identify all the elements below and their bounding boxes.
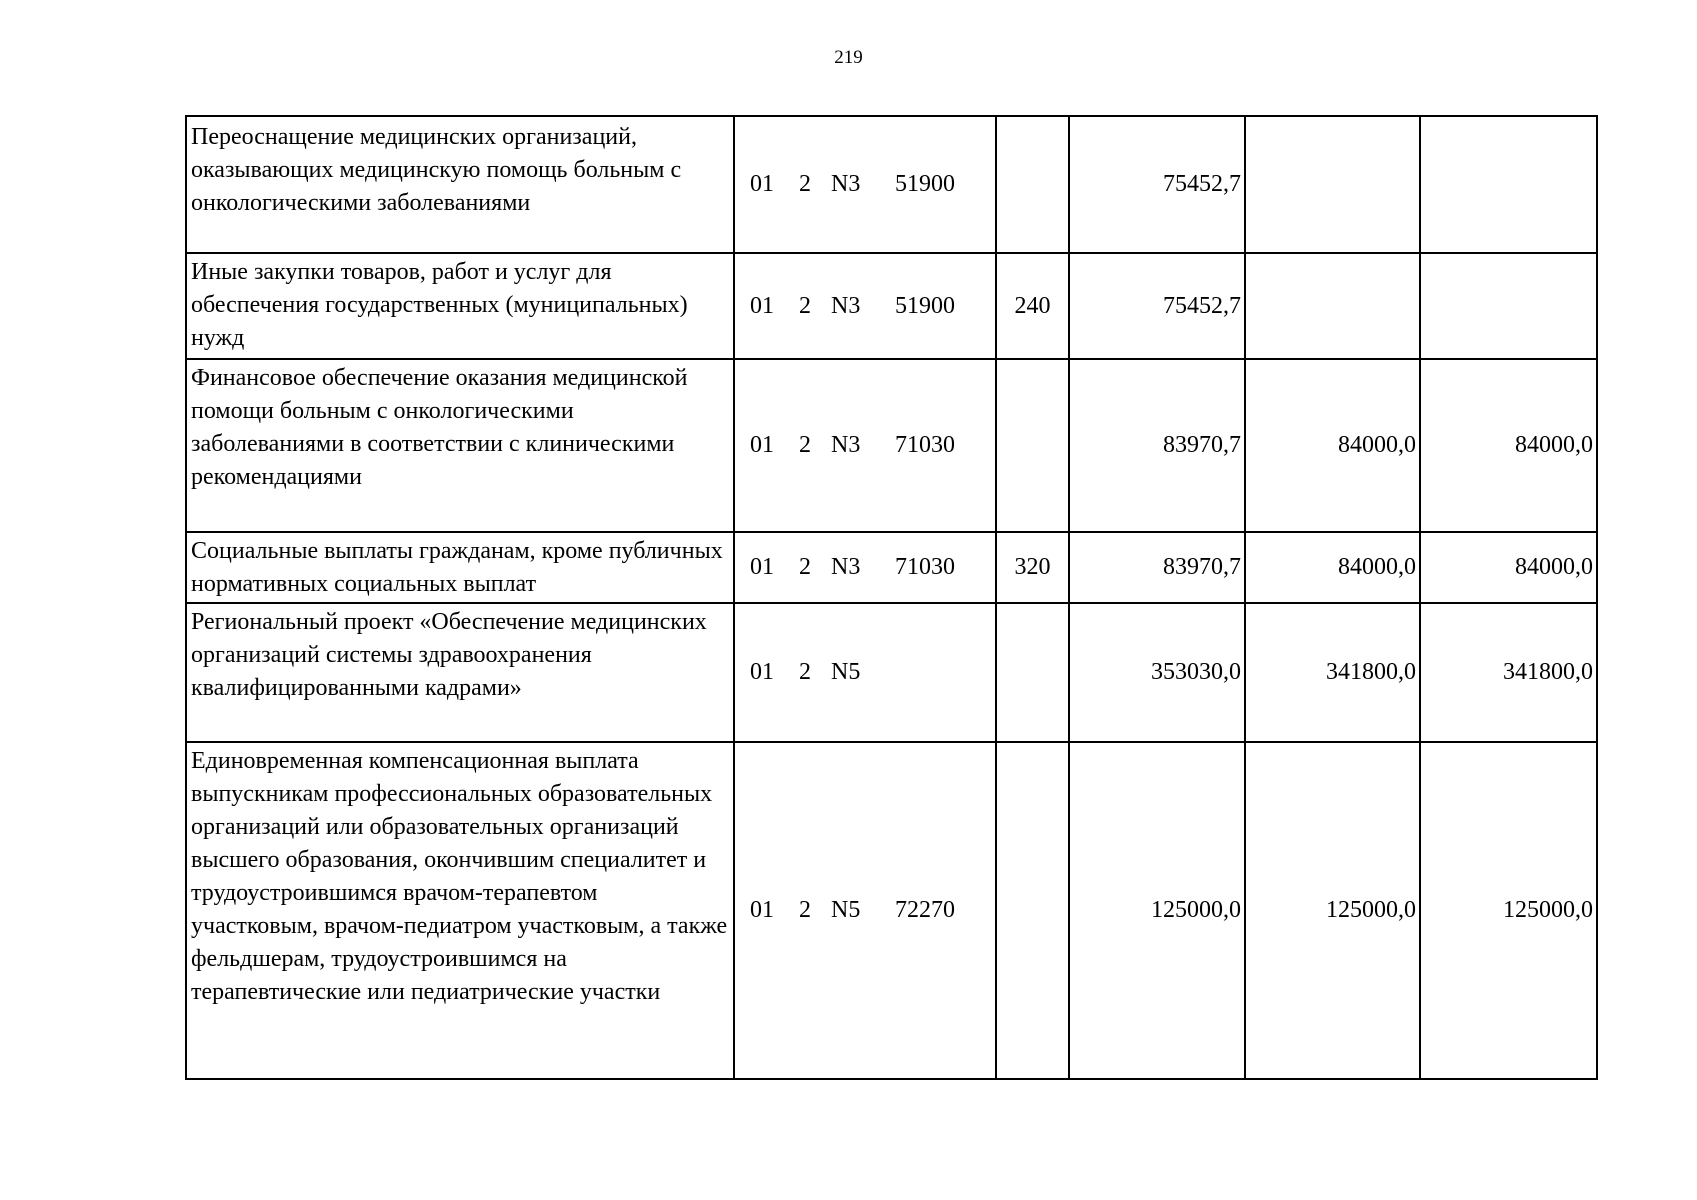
amount-year-2: 84000,0: [1245, 359, 1420, 532]
row-description: Единовременная компенсационная выплата выпускникам профессиональных образовательных организаций или образовательных организаций высшего образования, окончившим специалитет и трудоустроившимся врачом-терапевтом участковым, врачом-педиатром участковым, а также фельдшерам, трудоустроившимся на терапевтические или педиатрические участки: [186, 742, 734, 1079]
subprogram-code: 2: [799, 554, 811, 580]
table-row: [186, 742, 1597, 1079]
amount-year-1: 83970,7: [1069, 359, 1245, 532]
direction-code: 71030: [895, 432, 955, 458]
amount-year-2: 341800,0: [1245, 603, 1420, 742]
amount-year-3: 125000,0: [1420, 742, 1597, 1079]
amount-year-1: 75452,7: [1069, 116, 1245, 253]
target-article-code: [734, 532, 996, 603]
expense-type-code: [996, 742, 1069, 1079]
row-description: Региональный проект «Обеспечение медицинских организаций системы здравоохранения квалифицированными кадрами»: [186, 603, 734, 742]
main-event-code: N5: [831, 659, 861, 685]
main-event-code: N3: [831, 554, 861, 580]
expense-type-code: 320: [996, 532, 1069, 603]
subprogram-code: 2: [799, 171, 811, 197]
main-event-code: N5: [831, 897, 861, 923]
program-code: 01: [750, 897, 774, 923]
table-row: [186, 253, 1597, 359]
amount-year-3: [1420, 116, 1597, 253]
table-row: [186, 532, 1597, 603]
amount-year-3: 84000,0: [1420, 532, 1597, 603]
program-code: 01: [750, 659, 774, 685]
subprogram-code: 2: [799, 432, 811, 458]
main-event-code: N3: [831, 171, 861, 197]
amount-year-3: [1420, 253, 1597, 359]
amount-year-3: 84000,0: [1420, 359, 1597, 532]
row-description: Переоснащение медицинских организаций, оказывающих медицинскую помощь больным с онкологическими заболеваниями: [186, 116, 734, 253]
budget-table: [185, 115, 1598, 1080]
amount-year-1: 125000,0: [1069, 742, 1245, 1079]
direction-code: 72270: [895, 897, 955, 923]
amount-year-2: [1245, 116, 1420, 253]
page-number: 219: [834, 47, 863, 68]
row-description: Финансовое обеспечение оказания медицинской помощи больным с онкологическими заболеваниями в соответствии с клиническими рекомендациями: [186, 359, 734, 532]
table-row: [186, 116, 1597, 253]
row-description: Социальные выплаты гражданам, кроме публичных нормативных социальных выплат: [186, 532, 734, 603]
table-row: [186, 603, 1597, 742]
program-code: 01: [750, 292, 774, 319]
subprogram-code: 2: [799, 897, 811, 923]
amount-year-3: 341800,0: [1420, 603, 1597, 742]
direction-code: 51900: [895, 292, 955, 319]
target-article-code: [734, 742, 996, 1079]
target-article-code: [734, 359, 996, 532]
main-event-code: N3: [831, 432, 861, 458]
expense-type-code: [996, 359, 1069, 532]
target-article-code: [734, 253, 996, 359]
amount-year-1: 83970,7: [1069, 532, 1245, 603]
direction-code: 71030: [895, 554, 955, 580]
expense-type-code: [996, 603, 1069, 742]
direction-code: 51900: [895, 171, 955, 197]
program-code: 01: [750, 432, 774, 458]
table-row: [186, 359, 1597, 532]
program-code: 01: [750, 171, 774, 197]
program-code: 01: [750, 554, 774, 580]
target-article-code: [734, 116, 996, 253]
expense-type-code: 240: [996, 253, 1069, 359]
main-event-code: N3: [831, 292, 861, 319]
amount-year-1: 75452,7: [1069, 253, 1245, 359]
amount-year-2: 84000,0: [1245, 532, 1420, 603]
expense-type-code: [996, 116, 1069, 253]
amount-year-2: 125000,0: [1245, 742, 1420, 1079]
row-description: Иные закупки товаров, работ и услуг для обеспечения государственных (муниципальных) нужд: [186, 253, 734, 359]
amount-year-2: [1245, 253, 1420, 359]
target-article-code: [734, 603, 996, 742]
subprogram-code: 2: [799, 292, 811, 319]
amount-year-1: 353030,0: [1069, 603, 1245, 742]
subprogram-code: 2: [799, 659, 811, 685]
